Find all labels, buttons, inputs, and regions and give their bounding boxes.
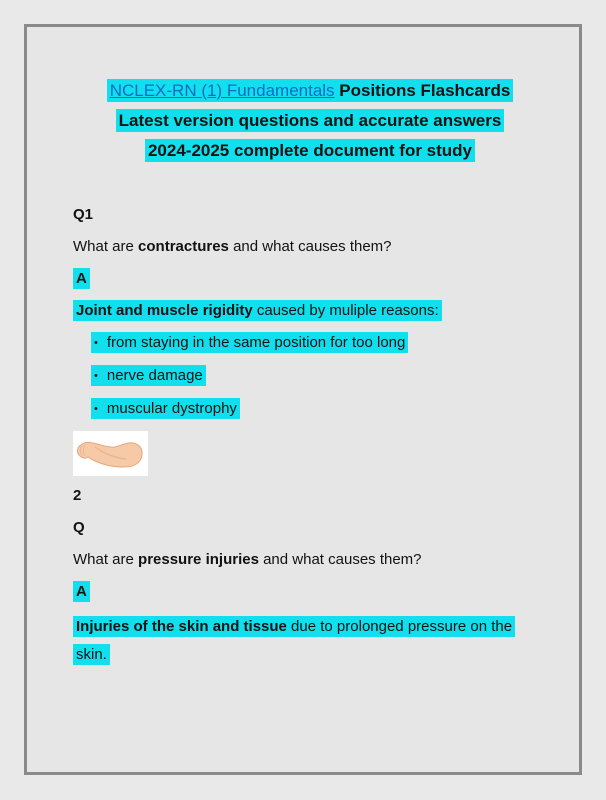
card2-question-pre: What are xyxy=(73,551,139,568)
card1-question xyxy=(73,236,547,257)
bullet-text: from staying in the same position for too long xyxy=(106,334,406,351)
bullet-text: nerve damage xyxy=(106,367,203,384)
flexed-arm-icon xyxy=(73,431,148,476)
card1-question-label: Q1 xyxy=(73,206,94,223)
card2-question xyxy=(73,549,547,570)
card1-question-term: contractures xyxy=(138,238,229,255)
card2-question-term: pressure injuries xyxy=(138,551,259,568)
card2-answer-lead: Injuries of the skin and tissue xyxy=(76,618,287,635)
document-title xyxy=(73,76,547,166)
document-page xyxy=(24,24,582,775)
bullet-item xyxy=(73,365,547,387)
title-line-1 xyxy=(73,76,547,106)
title-line1-rest: Positions Flashcards xyxy=(334,81,511,100)
card1-answer-label: A xyxy=(73,268,90,289)
card2-number-label: 2 xyxy=(73,487,82,504)
card2-question-post: and what causes them? xyxy=(258,551,422,568)
card1-answer-intro xyxy=(73,300,547,321)
flexed-arm-image xyxy=(73,431,148,476)
bullet-icon: • xyxy=(94,337,98,349)
title-line-3: 2024-2025 complete document for study xyxy=(73,136,547,166)
card2-answer-label-line xyxy=(73,581,547,602)
card1-answer-lead: Joint and muscle rigidity xyxy=(76,302,253,319)
card1-answer-label-line xyxy=(73,268,547,289)
title-line-2: Latest version questions and accurate answers xyxy=(73,106,547,136)
card2-question-label: Q xyxy=(73,519,85,536)
bullet-item xyxy=(73,398,547,420)
card1-question-pre: What are xyxy=(73,238,139,255)
title-hyperlink[interactable]: NCLEX-RN (1) Fundamentals xyxy=(109,81,335,100)
bullet-item xyxy=(73,332,547,354)
card2-answer-label: A xyxy=(73,581,90,602)
card2-answer-rest: due to prolonged pressure on the skin. xyxy=(76,618,513,663)
bullet-icon: • xyxy=(94,370,98,382)
card1-answer-rest: caused by muliple reasons: xyxy=(252,302,439,319)
card1-question-post: and what causes them? xyxy=(228,238,392,255)
bullet-text: muscular dystrophy xyxy=(106,400,237,417)
card2-answer xyxy=(73,613,547,669)
bullet-icon: • xyxy=(94,403,98,415)
